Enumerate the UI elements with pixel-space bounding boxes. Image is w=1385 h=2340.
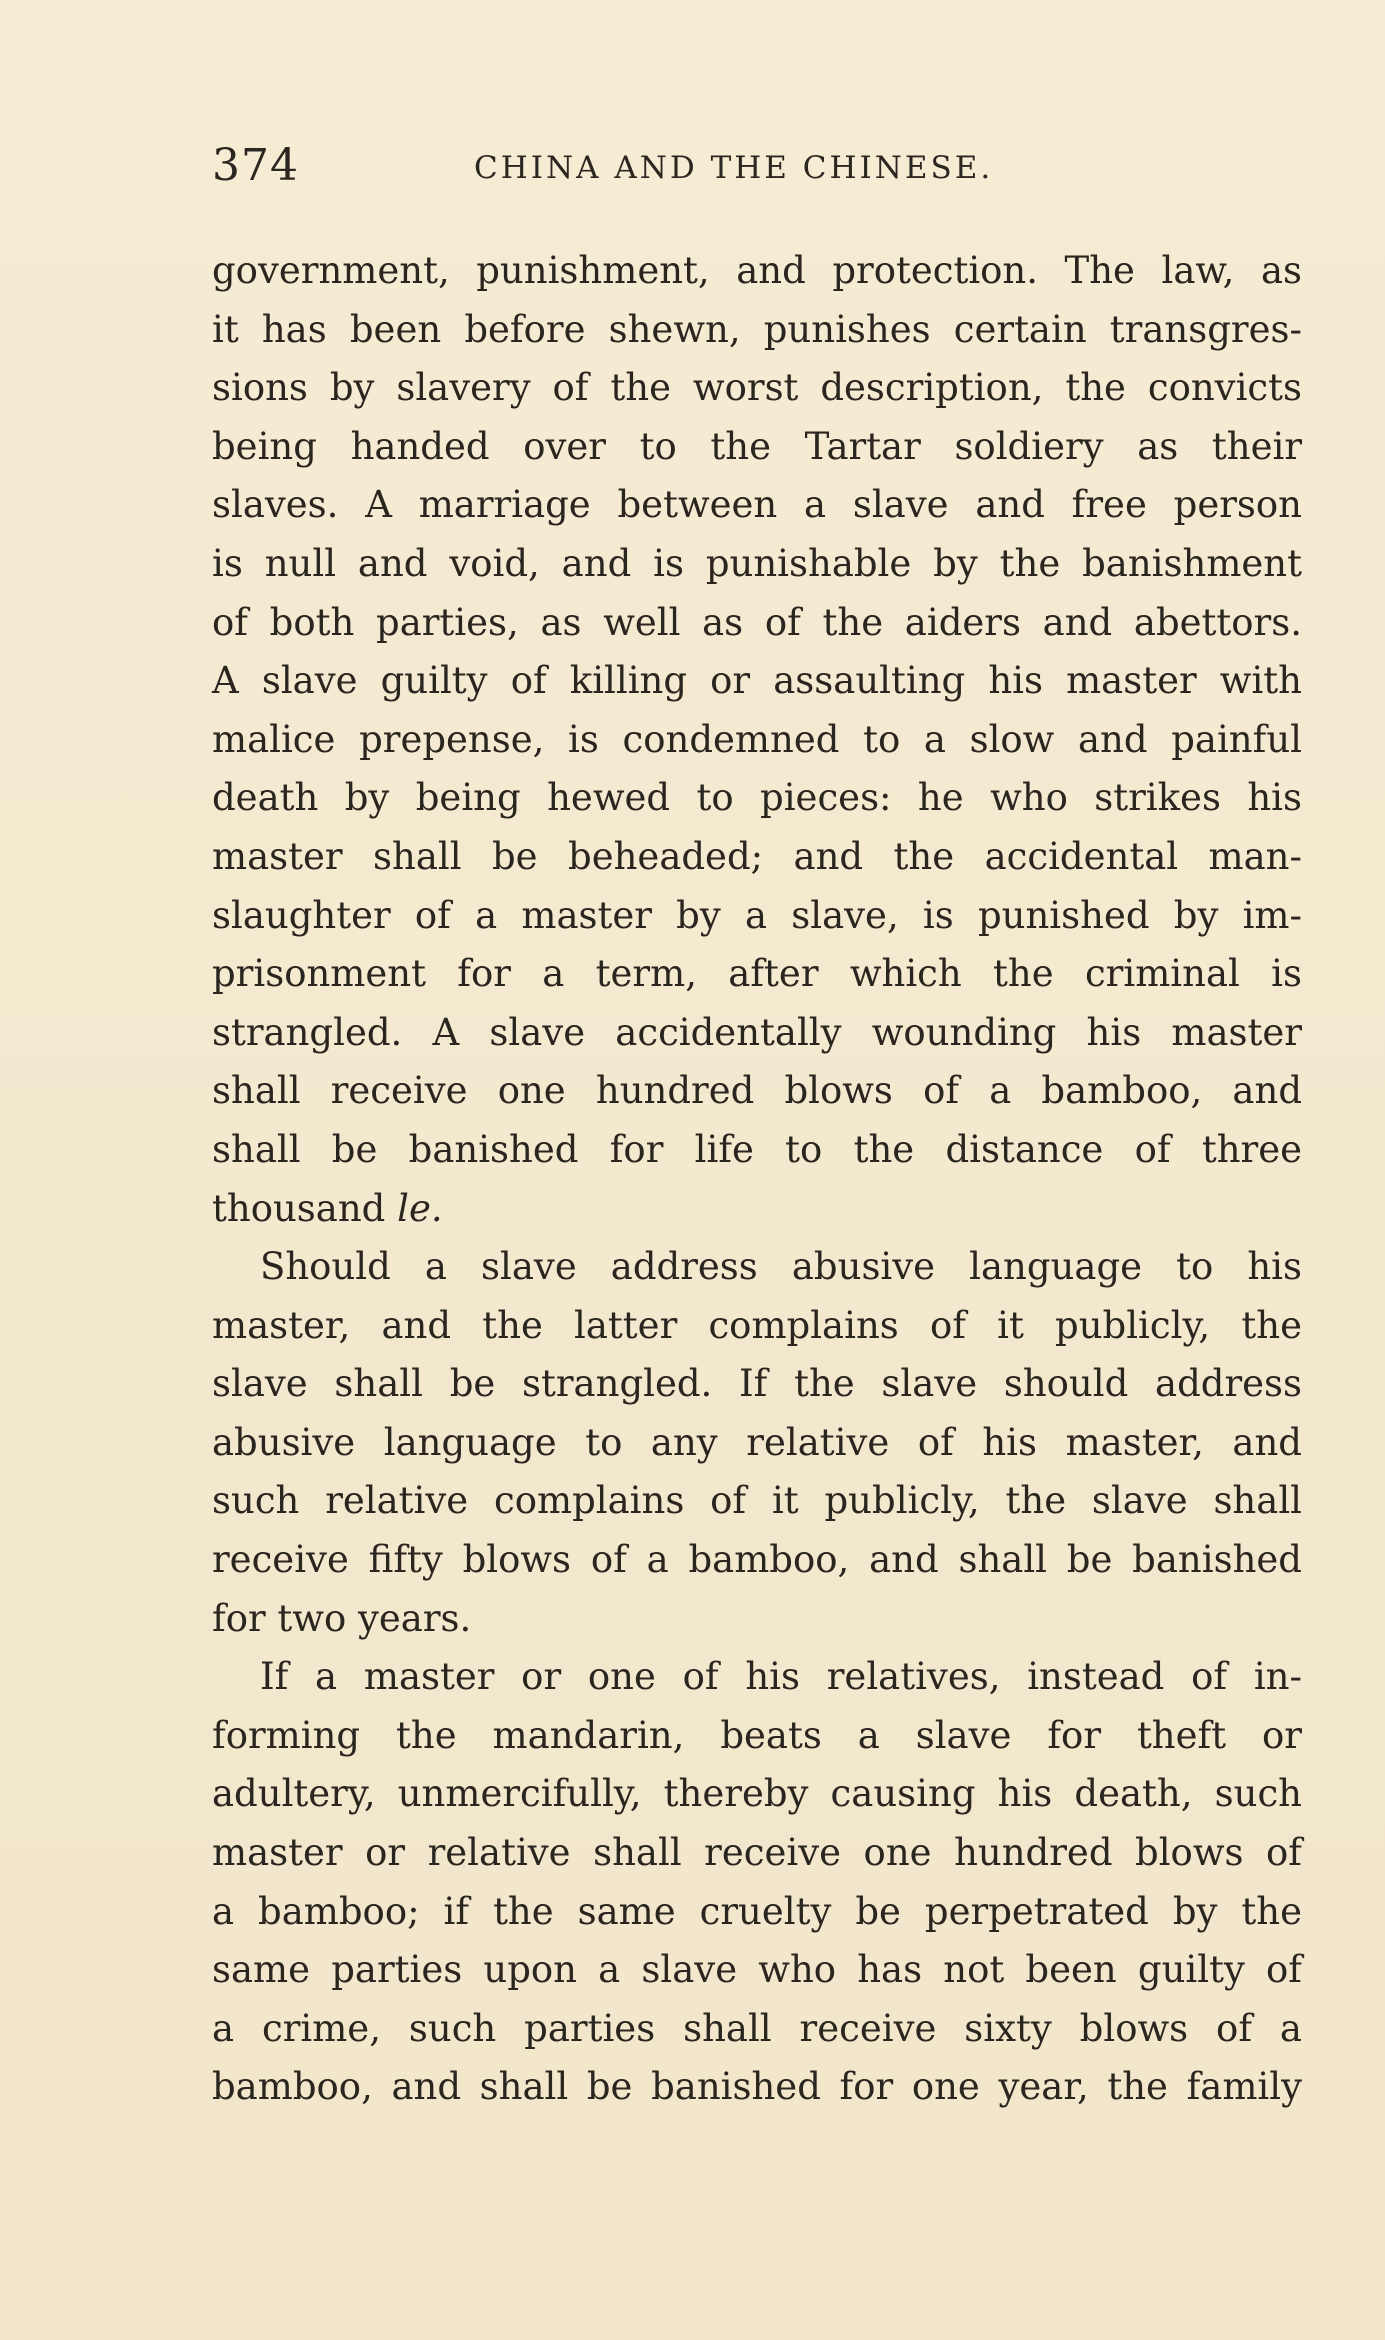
body-text xyxy=(212,242,1302,2117)
text-line-paragraph-start: If a master or one of his relatives, instead of in- xyxy=(260,1655,1302,1699)
text-line: sions by slavery of the worst description, the convicts xyxy=(212,366,1302,410)
text-line: master, and the latter complains of it publicly, the xyxy=(212,1303,1302,1347)
text-line: same parties upon a slave who has not been guilty of xyxy=(212,1948,1302,1992)
text-line-paragraph-start: Should a slave address abusive language to his xyxy=(260,1245,1302,1289)
text-line: strangled. A slave accidentally wounding his master xyxy=(212,1010,1302,1054)
text-line: death by being hewed to pieces: he who strikes his xyxy=(212,776,1302,820)
text-line-content: thousand xyxy=(212,1186,386,1230)
page-header xyxy=(212,140,1312,200)
italic-word: le. xyxy=(397,1186,443,1230)
text-line: is null and void, and is punishable by the banishment xyxy=(212,541,1302,585)
text-line: government, punishment, and protection. The law, as xyxy=(212,249,1302,292)
text-line-paragraph-end: for two years. xyxy=(212,1596,472,1640)
text-line: slave shall be strangled. If the slave should address xyxy=(212,1362,1302,1406)
text-line: prisonment for a term, after which the criminal is xyxy=(212,952,1302,996)
text-line: shall be banished for life to the distance of three xyxy=(212,1127,1302,1171)
text-line: slaves. A marriage between a slave and free person xyxy=(212,483,1302,527)
text-line: forming the mandarin, beats a slave for theft or xyxy=(212,1713,1302,1757)
text-line: a bamboo; if the same cruelty be perpetrated by the xyxy=(212,1889,1302,1933)
text-line: malice prepense, is condemned to a slow and painful xyxy=(212,717,1302,761)
text-line: bamboo, and shall be banished for one year, the family xyxy=(212,2065,1302,2109)
text-line: slaughter of a master by a slave, is punished by im- xyxy=(212,893,1302,937)
text-line: such relative complains of it publicly, the slave shall xyxy=(212,1479,1302,1523)
text-line: receive fifty blows of a bamboo, and shall be banished xyxy=(212,1538,1302,1582)
text-line: A slave guilty of killing or assaulting his master with xyxy=(212,659,1302,703)
text-line: of both parties, as well as of the aiders and abettors. xyxy=(212,600,1302,644)
text-line-paragraph-end xyxy=(212,1180,1302,1239)
text-line: shall receive one hundred blows of a bamboo, and xyxy=(212,1069,1302,1113)
page-number: 374 xyxy=(212,140,299,191)
text-line: adultery, unmercifully, thereby causing his death, such xyxy=(212,1772,1302,1816)
running-title: CHINA AND THE CHINESE. xyxy=(474,150,994,186)
text-line: master shall be beheaded; and the accidental man- xyxy=(212,834,1302,878)
text-line: master or relative shall receive one hundred blows of xyxy=(212,1831,1302,1875)
text-line: it has been before shewn, punishes certain transgres- xyxy=(212,307,1302,351)
text-line: abusive language to any relative of his master, and xyxy=(212,1420,1302,1464)
text-line: being handed over to the Tartar soldiery as their xyxy=(212,424,1302,468)
text-line: a crime, such parties shall receive sixty blows of a xyxy=(212,2006,1302,2050)
